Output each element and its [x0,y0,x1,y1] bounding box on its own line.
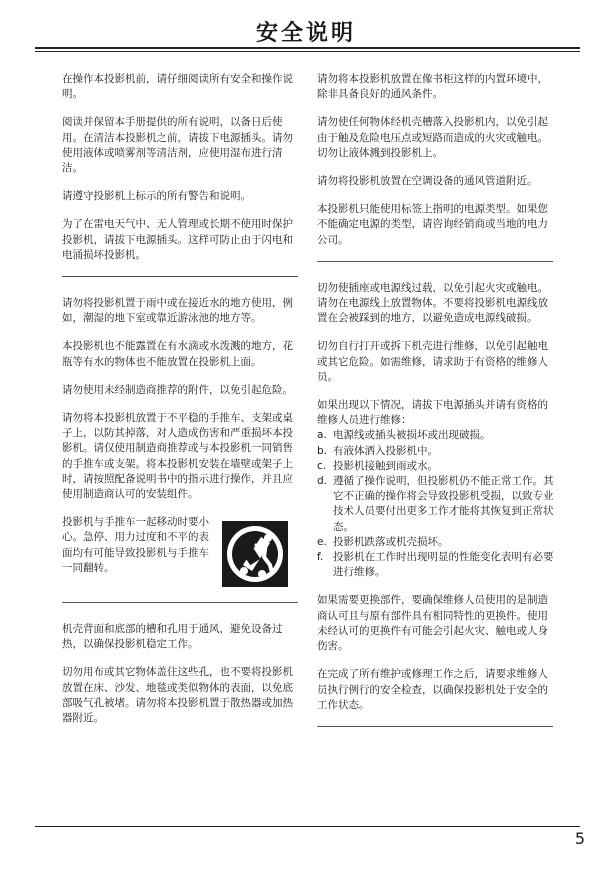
service-conditions-list [317,428,555,580]
title-rule-thick [35,47,580,49]
list-letter: a. [317,429,327,442]
cart-tipover-warning-icon [222,521,288,587]
list-letter: b. [317,444,328,457]
section-divider [62,602,298,603]
section-divider [317,726,553,727]
paragraph: 切勿用布或其它物体盖住这些孔，也不要将投影机放置在床、沙发、地毯或类似物体的表面，以免底部吸气孔被堵。请勿将本投影机置于散热器或加热器附近。 [62,666,293,725]
list-letter: d. [317,475,328,488]
paragraph: 请勿将投影机置于雨中或在接近水的地方使用，例如，潮湿的地下室或靠近游泳池的地方等。 [62,297,293,325]
paragraph: 如果出现以下情况，请拔下电源插头并请有资格的维修人员进行维修： [317,399,548,427]
paragraph: 请勿将本投影机放置于不平稳的手推车、支架或桌子上，以防其掉落，对人造成伤害和严重损坏本投影机。请仅使用制造商推荐或与本投影机一同销售的手推车或支架。将本投影机安装在墙壁或架子上时，请按照配备说明书中的指示进行操作，并且应使用制造商认可的安装组件。 [62,412,293,501]
paragraph: 阅读并保留本手册提供的所有说明，以备日后使用。在清洁本投影机之前，请拔下电源插头。请勿使用液体或喷雾剂等清洁剂，应使用湿布进行清洁。 [62,116,293,175]
list-letter: f. [317,551,324,564]
list-item [317,444,555,459]
list-letter: e. [317,535,327,548]
paragraph: 请遵守投影机上标示的所有警告和说明。 [62,190,251,203]
section-divider [317,261,553,262]
page-title: 安全说明 [255,21,356,46]
paragraph: 请勿将投影机放置在空调设备的通风管道附近。 [317,175,538,188]
paragraph: 切勿自行打开或拆下机壳进行维修，以免引起触电或其它危险。如需维修，请求助于有资格的维修人员。 [317,340,548,383]
title-rule-thin [35,51,580,52]
list-letter: c. [317,459,327,472]
section-divider [62,276,298,277]
cart-warning-block [62,515,300,589]
paragraph: 为了在雷电天气中、无人管理或长期不使用时保护投影机，请拔下电源插头。这样可防止由于闪电和电涌损坏投影机。 [62,218,293,261]
list-text: 投影机跌落或机壳损坏。 [333,535,449,548]
list-item [317,474,555,535]
list-text: 遵循了操作说明，但投影机仍不能正常工作。其它不正确的操作将会导致投影机受损，以致专业技术人员要付出更多工作才能将其恢复到正常状态。 [333,475,554,533]
paragraph: 本投影机也不能露置在有水滴或水泼溅的地方，花瓶等有水的物体也不能放置在投影机上面。 [62,340,293,368]
cart-warning-text: 投影机与手推车一起移动时要小心。急停、用力过度和不平的表面均有可能导致投影机与手推车一同翻转。 [62,516,209,574]
paragraph: 机壳背面和底部的槽和孔用于通风，避免设备过热，以确保投影机稳定工作。 [62,623,283,651]
paragraph: 切勿使插座或电源线过载，以免引起火灾或触电。请勿在电源线上放置物体。不要将投影机电源线放置在会被踩到的地方，以避免造成电源线破损。 [317,281,548,325]
paragraph: 如果需要更换部件，要确保维修人员使用的是制造商认可且与原有部件具有相同特性的更换件。使用未经认可的更换件有可能会引起火灾、触电或人身伤害。 [317,594,548,653]
list-text: 有液体洒入投影机中。 [333,444,438,457]
paragraph: 请勿将本投影机放置在像书柜这样的内置环境中，除非具备良好的通风条件。 [317,73,548,101]
list-text: 投影机在工作时出现明显的性能变化表明有必要进行维修。 [333,551,554,579]
list-item [317,459,555,474]
list-item [317,535,555,550]
list-text: 投影机接触到雨或水。 [333,459,438,472]
footer-rule [35,826,580,827]
list-item [317,550,555,580]
list-text: 电源线或插头被损坏或出现破损。 [333,429,491,442]
paragraph: 请勿使用未经制造商推荐的附件，以免引起危险。 [62,383,293,396]
list-item [317,428,555,443]
page-number: 5 [574,829,585,848]
paragraph: 在操作本投影机前，请仔细阅读所有安全和操作说明。 [62,73,293,101]
right-column [317,72,555,746]
paragraph: 在完成了所有维护或修理工作之后，请要求维修人员执行例行的安全检查，以确保投影机处于安全的工作状态。 [317,668,548,711]
paragraph: 本投影机只能使用标签上指明的电源类型。如果您不能确定电源的类型，请咨询经销商或当地的电力公司。 [317,203,548,246]
left-column [62,72,300,739]
paragraph: 请勿使任何物体经机壳槽落入投影机内，以免引起由于触及危险电压点或短路而造成的火灾或触电。切勿让液体溅到投影机上。 [317,116,548,159]
